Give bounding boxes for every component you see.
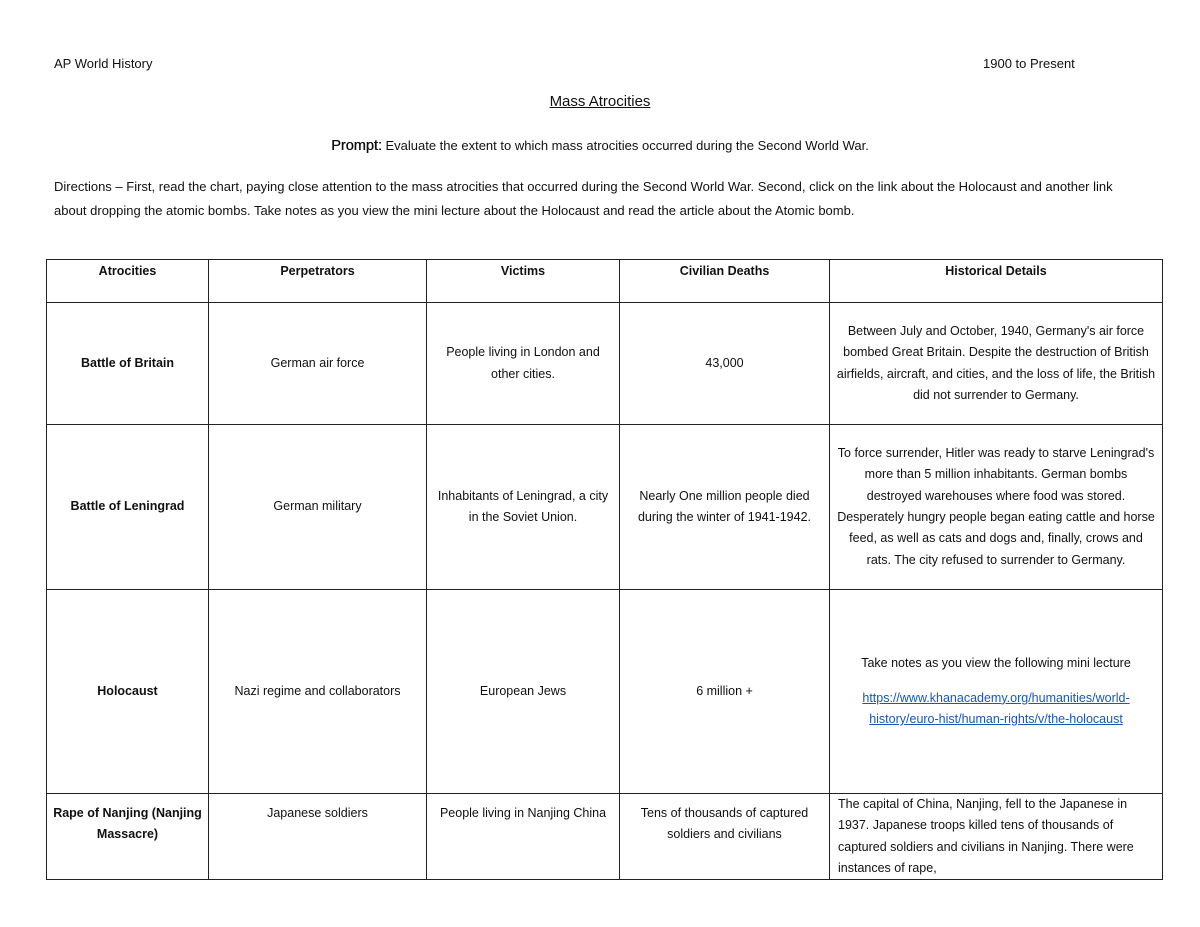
perpetrators-cell: German air force — [209, 303, 427, 425]
table-row — [47, 425, 1163, 590]
column-header: Victims — [427, 260, 620, 303]
atrocity-cell: Holocaust — [47, 590, 209, 794]
document-title: Mass Atrocities — [549, 93, 651, 110]
atrocity-cell: Battle of Britain — [47, 303, 209, 425]
historical-details-cell: Between July and October, 1940, Germany's air force bombed Great Britain. Despite the destruction of British airfields, aircraft, and cities, and the loss of life, the British did not surrender to Germany. — [830, 303, 1163, 425]
atrocity-cell: Rape of Nanjing (Nanjing Massacre) — [47, 794, 209, 880]
victims-cell: Inhabitants of Leningrad, a city in the Soviet Union. — [427, 425, 620, 590]
column-header: Historical Details — [830, 260, 1163, 303]
table-row — [47, 794, 1163, 880]
prompt-label: Prompt: — [331, 138, 382, 154]
holocaust-lecture-link[interactable]: https://www.khanacademy.org/humanities/world-history/euro-hist/human-rights/v/the-holocaust — [862, 690, 1130, 727]
atrocities-table — [46, 259, 1163, 880]
course-name: AP World History — [54, 56, 153, 71]
prompt-text: Evaluate the extent to which mass atrocities occurred during the Second World War. — [381, 138, 869, 153]
civilian-deaths-cell: 43,000 — [620, 303, 830, 425]
table-header-row — [47, 260, 1163, 303]
table-row — [47, 590, 1163, 794]
historical-details-cell: To force surrender, Hitler was ready to starve Leningrad's more than 5 million inhabitants. German bombs destroyed warehouses where food was stored. Desperately hungry people began eating cattle and horse feed, as well as cats and dogs and, finally, crows and rats. The city refused to surrender to Germany. — [830, 425, 1163, 590]
historical-details-cell: The capital of China, Nanjing, fell to the Japanese in 1937. Japanese troops killed tens of thousands of captured soldiers and civilians in Nanjing. There were instances of rape, — [830, 794, 1163, 880]
lecture-note: Take notes as you view the following mini lecture — [861, 655, 1131, 670]
perpetrators-cell: German military — [209, 425, 427, 590]
victims-cell: European Jews — [427, 590, 620, 794]
victims-cell: People living in London and other cities. — [427, 303, 620, 425]
prompt — [0, 138, 1200, 154]
historical-details-cell — [830, 590, 1163, 794]
perpetrators-cell: Nazi regime and collaborators — [209, 590, 427, 794]
column-header: Civilian Deaths — [620, 260, 830, 303]
atrocity-cell: Battle of Leningrad — [47, 425, 209, 590]
civilian-deaths-cell: Nearly One million people died during the winter of 1941-1942. — [620, 425, 830, 590]
time-period: 1900 to Present — [983, 56, 1075, 71]
directions-text: Directions – First, read the chart, paying close attention to the mass atrocities that occurred during the Second World War. Second, click on the link about the Holocaust and another link about dropping the atomic bombs. Take notes as you view the mini lecture about the Holocaust and read the article about the Atomic bomb. — [54, 179, 1113, 218]
civilian-deaths-cell: 6 million + — [620, 590, 830, 794]
perpetrators-cell: Japanese soldiers — [209, 794, 427, 880]
column-header: Atrocities — [47, 260, 209, 303]
column-header: Perpetrators — [209, 260, 427, 303]
table-row — [47, 303, 1163, 425]
civilian-deaths-cell: Tens of thousands of captured soldiers and civilians — [620, 794, 830, 880]
victims-cell: People living in Nanjing China — [427, 794, 620, 880]
